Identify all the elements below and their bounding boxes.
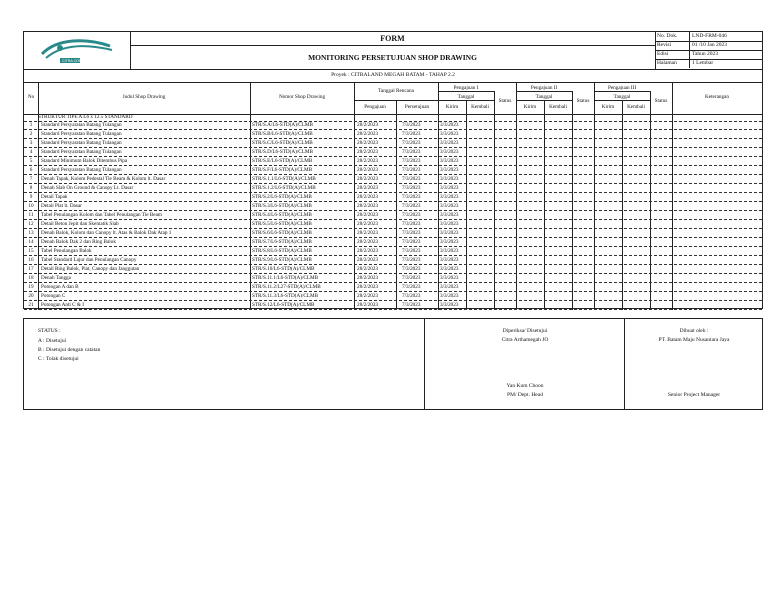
row-kirim-date: 3/3/2023	[440, 158, 459, 164]
row-kirim-date: 3/3/2023	[440, 203, 459, 209]
row-judul: Potongan C	[41, 293, 66, 299]
row-pengajuan-date: 28/2/2023	[357, 275, 379, 281]
row-judul: Denah Tangga	[41, 275, 71, 281]
table-row	[24, 140, 762, 148]
table-body	[24, 114, 762, 310]
row-no: 7	[29, 176, 33, 182]
row-pengajuan-date: 28/2/2023	[357, 194, 379, 200]
row-no: 12	[28, 221, 34, 227]
col-tanggal-3: Tanggal	[613, 94, 631, 100]
section-title: STRUKTUR TIPE A L6 x 12.5 STANDARD	[38, 114, 133, 120]
row-judul: Potongan Anti C & I	[41, 302, 84, 308]
col-kembali-1: Kembali	[471, 104, 489, 110]
table-row	[24, 239, 762, 247]
row-nomor: STR/S.A/L6-STD(A)/CLMB	[252, 122, 313, 128]
approved-label: Diperiksa/ Disetujui	[502, 328, 548, 334]
row-nomor: STR/S.11.2/L27-STD(A)/CLMB	[252, 284, 321, 290]
row-persetujuan-date: 7/3/2023	[402, 185, 421, 191]
row-judul: Denah Balok, Kolom dan Canopy lt. Atas & Balok Dak Atap 1	[41, 230, 172, 236]
doc-info-row: Edisi Tahun 2023	[655, 50, 762, 60]
row-no: 5	[29, 158, 33, 164]
row-persetujuan-date: 7/3/2023	[402, 194, 421, 200]
row-no: 18	[28, 275, 34, 281]
row-judul: Tabel Penulangan Kolom dan Tabel Penulangan Tie Beam	[41, 212, 162, 218]
col-pengajuan-1: Pengajuan I	[453, 85, 479, 91]
row-no: 3	[29, 140, 33, 146]
row-pengajuan-date: 28/2/2023	[357, 257, 379, 263]
row-nomor: STR/S.6/L6-STD(A)/CLMB	[252, 230, 312, 236]
row-kirim-date: 3/3/2023	[440, 140, 459, 146]
row-pengajuan-date: 28/2/2023	[357, 149, 379, 155]
row-judul: Detail Plat lt. Dasar	[41, 203, 82, 209]
row-no: 15	[28, 248, 34, 254]
row-judul: Denah Slab On Ground & Canopy Lt. Dasar	[41, 185, 134, 191]
table-row	[24, 149, 762, 157]
col-tanggal-rencana: Tanggal Rencana	[378, 88, 414, 94]
table-row	[24, 131, 762, 139]
col-pengajuan-3: Pengajuan III	[607, 85, 637, 91]
row-nomor: STR/S.1.2/L6-STD(A)/CLMB	[252, 185, 316, 191]
row-pengajuan-date: 28/2/2023	[357, 185, 379, 191]
row-judul: Standard Persyaratan Batang Tulangan	[41, 122, 122, 128]
table-row	[24, 230, 762, 238]
row-pengajuan-date: 28/2/2023	[357, 266, 379, 272]
row-persetujuan-date: 7/3/2023	[402, 275, 421, 281]
project-name: Proyek : CITRALAND MEGAH BATAM - TAHAP 2.2	[24, 69, 762, 83]
row-nomor: STR/S.2/L6-STD(A)/CLMB	[252, 194, 312, 200]
row-no: 16	[28, 257, 34, 263]
row-persetujuan-date: 7/3/2023	[402, 257, 421, 263]
row-persetujuan-date: 7/3/2023	[402, 149, 421, 155]
table-row	[24, 257, 762, 265]
row-nomor: STR/S.3/L6-STD(A)/CLMB	[252, 203, 312, 209]
row-no: 6	[29, 167, 33, 173]
row-judul: Standard Persyaratan Batang Tulangan	[41, 167, 122, 173]
row-kirim-date: 3/3/2023	[440, 284, 459, 290]
row-no: 20	[28, 293, 34, 299]
row-pengajuan-date: 28/2/2023	[357, 131, 379, 137]
row-persetujuan-date: 7/3/2023	[402, 293, 421, 299]
table-row	[24, 248, 762, 256]
row-no: 8	[29, 185, 33, 191]
status-item: C : Tolak disetujui	[38, 356, 79, 362]
approved-role: PM/ Dept. Head	[507, 392, 543, 398]
row-persetujuan-date: 7/3/2023	[402, 131, 421, 137]
approved-by	[424, 319, 625, 409]
made-by	[624, 319, 763, 409]
row-nomor: STR/S.7/L6-STD(A)/CLMB	[252, 239, 312, 245]
col-status-2: Status	[576, 98, 590, 104]
row-no: 11	[28, 212, 34, 218]
form-sheet	[23, 31, 763, 309]
row-kirim-date: 3/3/2023	[440, 257, 459, 263]
status-legend	[24, 319, 424, 409]
row-no: 1	[29, 122, 33, 128]
row-judul: Standard Minimum Balok Ditembus Pipa	[41, 158, 128, 164]
table-row	[24, 194, 762, 202]
col-pengajuan: Pengajuan	[364, 104, 386, 110]
row-pengajuan-date: 28/2/2023	[357, 176, 379, 182]
col-persetujuan: Persetujuan	[404, 104, 430, 110]
table-row	[24, 185, 762, 193]
row-nomor: STR/S.B/L6-STD(A)/CLMB	[252, 131, 313, 137]
col-kembali-2: Kembali	[549, 104, 567, 110]
row-nomor: STR/S.11.1/L6-STD(A)/CLMB	[252, 275, 319, 281]
row-kirim-date: 3/3/2023	[440, 122, 459, 128]
row-nomor: STR/S.5/L6-STD(A)/CLMB	[252, 221, 312, 227]
col-judul: Judul Shop Drawing	[122, 94, 166, 100]
row-persetujuan-date: 7/3/2023	[402, 158, 421, 164]
doc-info-row: Halaman 1 Lembar	[657, 60, 714, 66]
row-no: 9	[29, 194, 33, 200]
row-persetujuan-date: 7/3/2023	[402, 239, 421, 245]
row-judul: Standard Persyaratan Batang Tulangan	[41, 131, 122, 137]
approved-name: Yan Kum Choon	[506, 383, 544, 389]
row-judul: Detail Beton Jepit dan Skematik Slab	[41, 221, 119, 227]
table-row	[24, 284, 762, 292]
row-nomor: STR/S.C/L6-STD(A)/CLMB	[252, 140, 313, 146]
row-judul: Detail Ring Balok, Plat, Canopy dan Janggutan	[41, 266, 140, 272]
row-persetujuan-date: 7/3/2023	[402, 230, 421, 236]
row-kirim-date: 3/3/2023	[440, 176, 459, 182]
row-nomor: STR/S.F/L6-STD(A)/CLMB	[252, 167, 313, 173]
table-row	[24, 302, 762, 310]
row-kirim-date: 3/3/2023	[440, 293, 459, 299]
col-no: No	[27, 94, 35, 100]
row-persetujuan-date: 7/3/2023	[402, 140, 421, 146]
row-pengajuan-date: 28/2/2023	[357, 230, 379, 236]
row-persetujuan-date: 7/3/2023	[402, 122, 421, 128]
section-row	[24, 114, 762, 122]
row-nomor: STR/S.E/L6-STD(A)/CLMB	[252, 158, 313, 164]
row-persetujuan-date: 7/3/2023	[402, 248, 421, 254]
col-kirim-1: Kirim	[445, 104, 459, 110]
row-pengajuan-date: 28/2/2023	[357, 221, 379, 227]
row-pengajuan-date: 28/2/2023	[357, 239, 379, 245]
row-no: 19	[28, 284, 34, 290]
row-no: 13	[28, 230, 34, 236]
col-tanggal-2: Tanggal	[535, 94, 553, 100]
status-item: A : Disetujui	[38, 338, 67, 344]
col-status-1: Status	[498, 98, 512, 104]
made-label: Dibuat oleh :	[679, 328, 709, 334]
status-title: STATUS :	[38, 328, 61, 334]
title-area	[130, 32, 656, 69]
row-kirim-date: 3/3/2023	[440, 248, 459, 254]
row-persetujuan-date: 7/3/2023	[402, 221, 421, 227]
row-nomor: STR/S.4/L6-STD(A)/CLMB	[252, 212, 312, 218]
row-kirim-date: 3/3/2023	[440, 302, 459, 308]
row-kirim-date: 3/3/2023	[440, 167, 459, 173]
logo-icon	[32, 36, 122, 66]
approved-company: Citra Arthamegah JO	[501, 337, 549, 343]
table-row	[24, 122, 762, 130]
row-kirim-date: 3/3/2023	[440, 230, 459, 236]
row-nomor: STR/S.8/L6-STD(A)/CLMB	[252, 248, 312, 254]
row-nomor: STR/S.9/L6-STD(A)/CLMB	[252, 257, 312, 263]
row-persetujuan-date: 7/3/2023	[402, 284, 421, 290]
doc-info-row: No. Dok. LND-FRM-046	[655, 32, 762, 42]
row-nomor: STR/S.10/L6-STD(A)/CLMB	[252, 266, 315, 272]
row-kirim-date: 3/3/2023	[440, 239, 459, 245]
col-tanggal-1: Tanggal	[457, 94, 475, 100]
row-no: 17	[28, 266, 34, 272]
row-judul: Denah Tapak, Kolom Pedestal Tie Beam & Kolom lt. Dasar	[41, 176, 166, 182]
row-judul: Detail Tapak	[41, 194, 68, 200]
col-kembali-3: Kembali	[627, 104, 645, 110]
row-pengajuan-date: 28/2/2023	[357, 302, 379, 308]
row-judul: Tabel Penulangan Balok	[41, 248, 92, 254]
row-persetujuan-date: 7/3/2023	[402, 176, 421, 182]
table-row	[24, 221, 762, 229]
col-keterangan: Keterangan	[705, 94, 729, 100]
row-judul: Standard Persyaratan Batang Tulangan	[41, 140, 122, 146]
page-title: MONITORING PERSETUJUAN SHOP DRAWING	[308, 53, 477, 62]
row-judul: Potongan A dan B	[41, 284, 79, 290]
doc-info-row: Revisi 01 /10 Jan 2023	[655, 41, 762, 51]
row-pengajuan-date: 28/2/2023	[357, 167, 379, 173]
row-no: 10	[28, 203, 34, 209]
row-nomor: STR/S.1.1/L6-STD(A)/CLMB	[252, 176, 316, 182]
row-nomor: STR/S.11.3/L6-STD(A)/CLMB	[252, 293, 319, 299]
form-header	[24, 32, 762, 70]
col-kirim-2: Kirim	[523, 104, 537, 110]
row-nomor: STR/S.D/L6-STD(A)/CLMB	[252, 149, 313, 155]
row-persetujuan-date: 7/3/2023	[402, 203, 421, 209]
row-judul: Standard Persyaratan Batang Tulangan	[41, 149, 122, 155]
row-pengajuan-date: 28/2/2023	[357, 248, 379, 254]
table-row	[24, 176, 762, 184]
row-nomor: STR/S.12/L6-STD(A)/CLMB	[252, 302, 315, 308]
row-kirim-date: 3/3/2023	[440, 194, 459, 200]
approval-footer	[23, 318, 763, 410]
table-row	[24, 212, 762, 220]
table-row	[24, 275, 762, 283]
row-persetujuan-date: 7/3/2023	[402, 302, 421, 308]
row-kirim-date: 3/3/2023	[440, 266, 459, 272]
logo-text: CITRA CONTRA	[62, 59, 89, 63]
col-status-3: Status	[654, 98, 668, 104]
table-row	[24, 293, 762, 301]
document-info	[655, 32, 762, 69]
company-logo	[24, 32, 131, 69]
made-role: Senior Project Manager	[667, 392, 721, 398]
row-pengajuan-date: 28/2/2023	[357, 293, 379, 299]
row-pengajuan-date: 28/2/2023	[357, 284, 379, 290]
row-no: 21	[28, 302, 34, 308]
col-pengajuan-2: Pengajuan II	[530, 85, 558, 91]
table-row	[24, 266, 762, 274]
row-kirim-date: 3/3/2023	[440, 149, 459, 155]
row-judul: Tabel Standard Lajur dan Penulangan Canopy	[41, 257, 137, 263]
row-pengajuan-date: 28/2/2023	[357, 140, 379, 146]
row-pengajuan-date: 28/2/2023	[357, 122, 379, 128]
row-kirim-date: 3/3/2023	[440, 185, 459, 191]
row-persetujuan-date: 7/3/2023	[402, 212, 421, 218]
status-item: B : Disetujui dengan catatan	[38, 347, 101, 353]
row-kirim-date: 3/3/2023	[440, 221, 459, 227]
table-row	[24, 203, 762, 211]
row-pengajuan-date: 28/2/2023	[357, 203, 379, 209]
row-kirim-date: 3/3/2023	[440, 275, 459, 281]
form-title: FORM	[130, 32, 655, 46]
row-pengajuan-date: 28/2/2023	[357, 212, 379, 218]
table-row	[24, 158, 762, 166]
row-pengajuan-date: 28/2/2023	[357, 158, 379, 164]
row-persetujuan-date: 7/3/2023	[402, 167, 421, 173]
row-kirim-date: 3/3/2023	[440, 212, 459, 218]
row-persetujuan-date: 7/3/2023	[402, 266, 421, 272]
row-kirim-date: 3/3/2023	[440, 131, 459, 137]
made-company: PT. Batam Maju Nusantara Jaya	[658, 337, 730, 343]
row-no: 14	[28, 239, 34, 245]
col-kirim-3: Kirim	[601, 104, 615, 110]
row-no: 2	[29, 131, 33, 137]
table-row	[24, 167, 762, 175]
row-no: 4	[29, 149, 33, 155]
col-nomor: Nomor Shop Drawing	[278, 94, 326, 100]
table-header	[24, 82, 762, 115]
row-judul: Denah Balok Dak 2 dan Ring Balok	[41, 239, 116, 245]
